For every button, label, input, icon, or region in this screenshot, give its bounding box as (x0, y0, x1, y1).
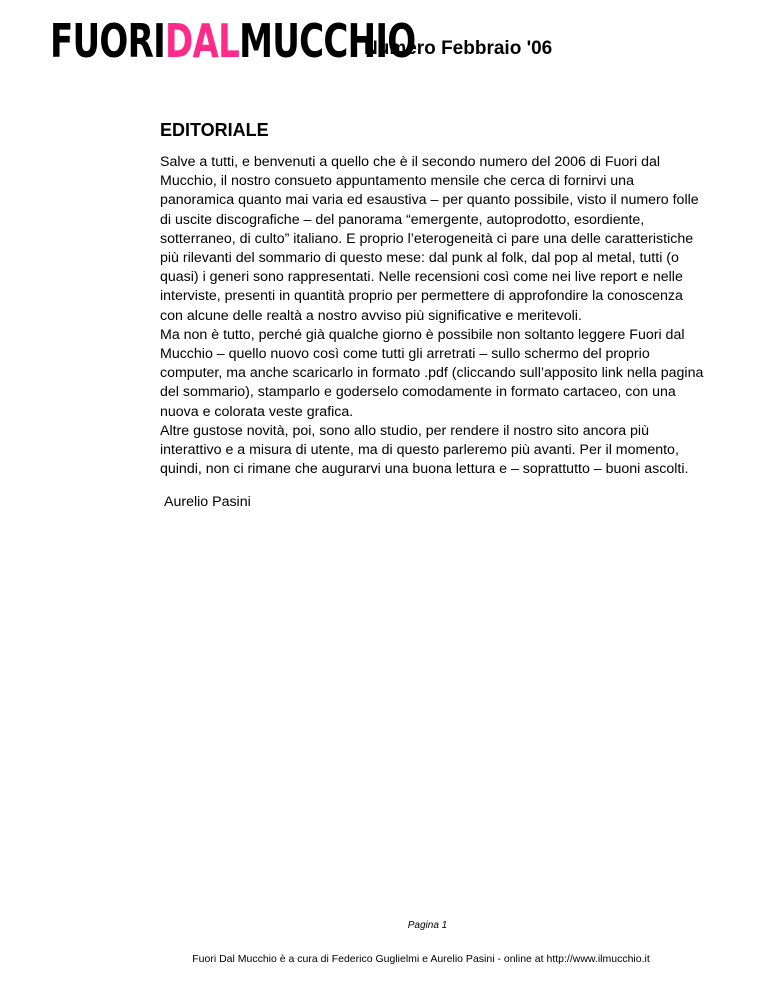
article-title: EDITORIALE (160, 120, 269, 140)
editorial-article (160, 120, 705, 513)
logo-part-mucchio: MUCCHIO (239, 14, 416, 68)
logo-part-fuori: FUORI (50, 14, 166, 68)
issue-label: Numero Febbraio '06 (364, 38, 553, 59)
author-signature: Aurelio Pasini (164, 494, 251, 511)
page-number: Pagina 1 (407, 920, 448, 931)
magazine-logo[interactable] (50, 14, 416, 68)
article-paragraph-1: Salve a tutti, e benvenuti a quello che è il secondo numero del 2006 di Fuori dal Mucchio, il nostro consueto appuntamento mensile che cerca di fornirvi una panoramica quanto mai varia ed esaustiva – per quanto possibile, visto il numero folle di uscite discografiche – del panorama “emergente, autoprodotto, esordiente, sotterraneo, di culto” italiano. E proprio l’eterogeneità ci pare una delle caratteristiche più rilevanti del sommario di questo mese: dal punk al folk, dal pop al metal, tutti (o quasi) i generi sono rappresentati. Nelle recensioni così come nei live report e nelle interviste, presenti in quantità proprio per permettere di approfondire la conoscenza con alcune delle realtà a nostro avviso più significative e meritevoli. (160, 154, 699, 324)
logo-part-dal: DAL (165, 14, 240, 68)
article-paragraph-2: Ma non è tutto, perché già qualche giorno è possibile non soltanto leggere Fuori dal Mucchio – quello nuovo così come tutti gli arretrati – sullo schermo del proprio computer, ma anche scaricarlo in formato .pdf (cliccando sull’apposito link nella pagina del sommario), stamparlo e goderselo comodamente in formato cartaceo, con una nuova e colorata veste grafica. (160, 326, 704, 420)
page-footer: Fuori Dal Mucchio è a cura di Federico Guglielmi e Aurelio Pasini - online at http://www.ilmucchio.it (192, 953, 650, 965)
article-paragraph-3: Altre gustose novità, poi, sono allo studio, per rendere il nostro sito ancora più interattivo e a misura di utente, ma di questo parleremo più avanti. Per il momento, quindi, non ci rimane che augurarvi una buona lettura e – soprattutto – buoni ascolti. (160, 422, 689, 478)
